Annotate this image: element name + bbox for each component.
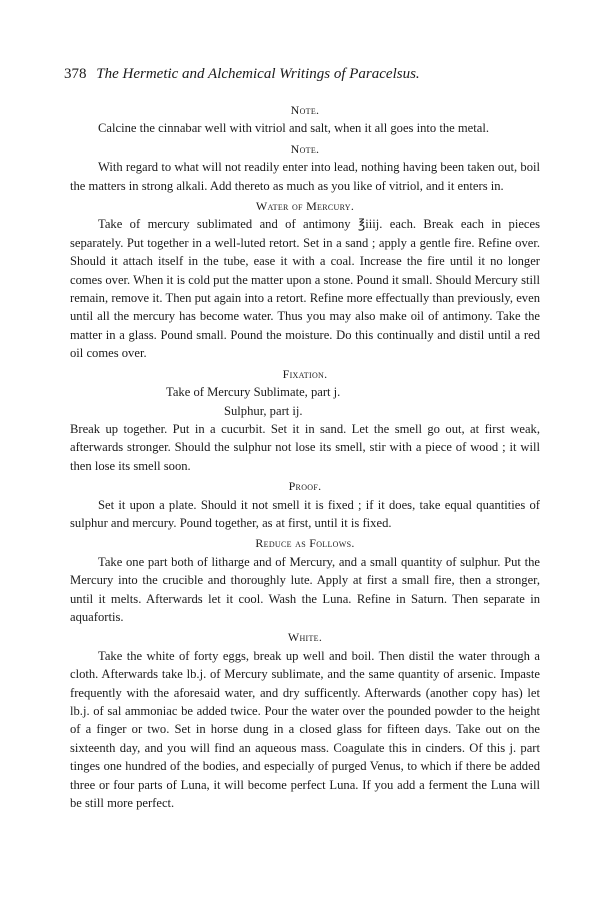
page-number: 378 [64, 66, 87, 82]
section-heading-water-of-mercury: Water of Mercury. [255, 199, 355, 214]
running-title: The Hermetic and Alchemical Writings of Paracelsus. [96, 66, 420, 82]
recipe-list [70, 383, 540, 420]
section-heading-proof: Proof. [288, 479, 322, 494]
section-heading-white: White. [287, 630, 323, 645]
paragraph-lead: With regard to what will not readily enter into lead, nothing having been taken out, boil the matters in strong alkali. Add thereto as much as you like of vitriol, and it enters in. [70, 160, 540, 193]
paragraph-water-of-mercury: Take of mercury sublimated and of antimony ℥iiij. each. Break each in pieces separately. Put together in a well-luted retort. Set in a sand ; apply a gentle fire. Refine over. Should it attach itself in the tube, ease it with a coal. Increase the fire until it no longer comes over. When it is cold put the matter upon a stone. Pound it small. Should Mercury still remain, remove it. Then put again into a retort. Refine more effectually than previously, even until all the mercury has become water. Thus you may also make oil of antimony. Take the matter in a glass. Pound small. Pound the moisture. Do this continually and distil until a red oil comes over. [70, 217, 540, 361]
section-heading-note-2: Note. [290, 141, 320, 156]
section-heading-note-1: Note. [290, 103, 320, 117]
section-heading-fixation: Fixation. [282, 366, 328, 381]
paragraph-proof: Set it upon a plate. Should it not smell it is fixed ; if it does, take equal quantities of sulphur and mercury. Pound together, as at first, until it is fixed. [70, 497, 540, 530]
paragraph-reduce: Take one part both of litharge and of Mercury, and a small quantity of sulphur. Put the Mercury into the crucible and thoroughly lute. Apply at first a small fire, then a stronger, until it melts. Afterwards let it cool. Wash the Luna. Refine in Saturn. Then separate in aquafortis. [70, 554, 540, 624]
paragraph-calcine: Calcine the cinnabar well with vitriol and salt, when it all goes into the metal. [98, 121, 490, 136]
page-body [70, 99, 540, 812]
paragraph-fixation: Break up together. Put in a cucurbit. Set it in sand. Let the smell go out, at first weak, afterwards stronger. Should the sulphur not lose its smell, stir with a piece of wood ; it will then lose its smell soon. [70, 421, 540, 473]
recipe-line-mercury: Take of Mercury Sublimate, part j. [166, 385, 341, 400]
recipe-line-sulphur: Sulphur, part ij. [224, 403, 303, 418]
paragraph-white: Take the white of forty eggs, break up well and boil. Then distil the water through a cloth. Afterwards take lb.j. of Mercury sublimate, and the same quantity of arsenic. Impaste frequently with the aforesaid water, and dry sufficently. Afterwards (another copy has) let lb.j. of sal ammoniac be added twice. Pour the water over the pounded powder to the height of a finger or two. Set in horse dung in a closed glass for fifteen days. Take out on the sixteenth day, and you will find an aqueous mass. Coagulate this in cinders. Of this j. part tinges one hundred of the bodies, and especially of purged Venus, to which if there be added three or four parts of Luna, it will become perfect Luna. If you add a ferment the Luna will be still more perfect. [70, 648, 540, 811]
section-heading-reduce: Reduce as Follows. [255, 536, 355, 551]
running-head [64, 66, 544, 83]
